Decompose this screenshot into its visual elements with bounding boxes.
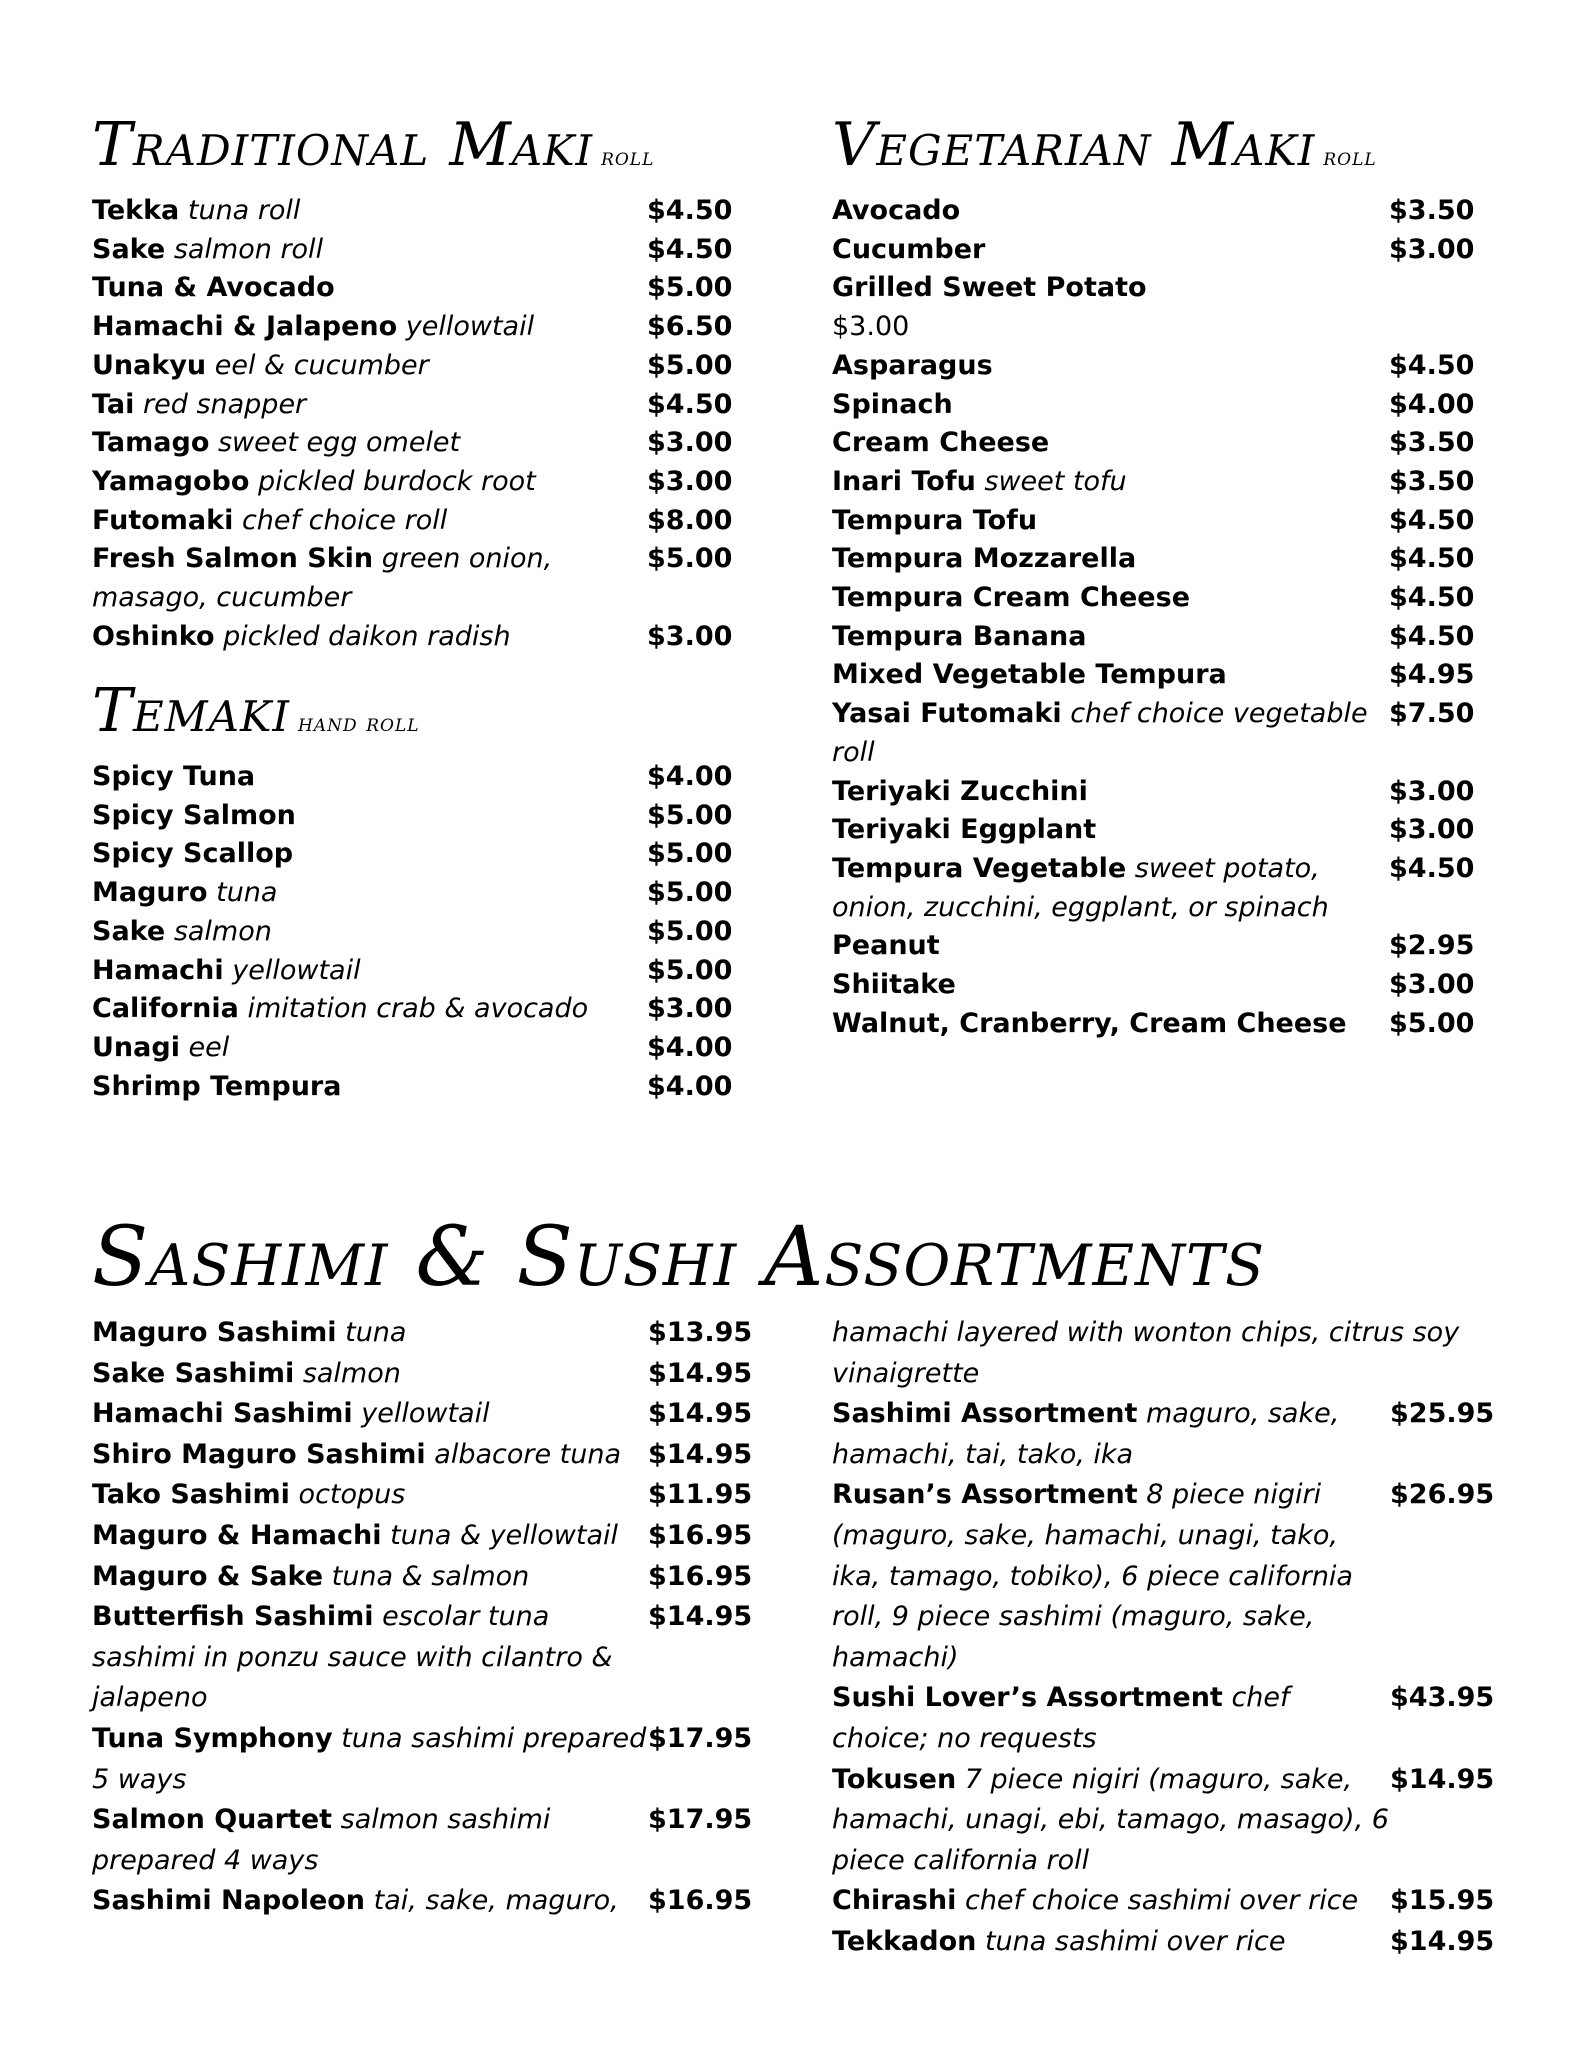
menu-item-text [832, 192, 1389, 231]
menu-item-text [92, 952, 647, 991]
menu-item-text [92, 1313, 648, 1354]
menu-item-text [832, 656, 1389, 695]
menu-item-price: $3.50 [1389, 195, 1475, 226]
menu-item-name: Tempura Banana [832, 620, 1087, 652]
menu-item-description: yellowtail [361, 1398, 490, 1430]
menu-item-price: $14.95 [648, 1601, 753, 1633]
menu-item-description: eel & cucumber [214, 349, 429, 381]
menu-item-name: Futomaki [92, 504, 234, 536]
menu-item-price: $5.00 [647, 543, 733, 575]
menu-item-price: $7.50 [1389, 698, 1475, 730]
menu-item-name: Asparagus [832, 349, 993, 381]
menu-item-price: $26.95 [1390, 1479, 1495, 1511]
menu-item [832, 424, 1475, 463]
menu-item-description: sweet egg omelet [217, 427, 461, 459]
menu-item [92, 1881, 753, 1922]
menu-item-text [832, 1475, 1390, 1678]
menu-item-name: Fresh Salmon Skin [92, 543, 374, 575]
temaki-subtitle: hand roll [297, 709, 420, 737]
menu-item-text [832, 1005, 1389, 1044]
menu-item-text [92, 758, 647, 797]
menu-item [92, 1435, 753, 1476]
menu-item [92, 1394, 753, 1435]
menu-item-price: $14.95 [1390, 1763, 1495, 1795]
menu-item-price: $4.50 [1389, 620, 1475, 652]
menu-item-text [832, 386, 1389, 425]
menu-item-description: chef choice vegetable roll [832, 698, 1368, 768]
menu-item-description: tuna roll [187, 195, 301, 226]
menu-item-text [832, 502, 1389, 541]
menu-item-text [92, 1068, 647, 1107]
menu-item-text [92, 1719, 648, 1800]
menu-item-text [832, 1760, 1390, 1882]
menu-item-name: Grilled Sweet Potato [832, 272, 1147, 304]
menu-item-name: Tuna Symphony [92, 1722, 333, 1754]
menu-item [832, 192, 1475, 231]
menu-item-name: Cucumber [832, 233, 986, 265]
menu-item-description: tuna [216, 877, 278, 909]
menu-item [92, 1068, 733, 1107]
menu-item [92, 386, 733, 425]
menu-item-name: Tako Sashimi [92, 1479, 290, 1511]
menu-item [832, 386, 1475, 425]
menu-item-text [92, 1881, 648, 1922]
menu-item-description: pickled daikon radish [223, 620, 511, 652]
menu-item-description: salmon roll [173, 233, 324, 265]
menu-item-description: 7 piece nigiri (maguro, sake, hamachi, unagi, ebi, tamago, masago), 6 piece california roll [832, 1763, 1389, 1876]
menu-item-description: chef choice sashimi over rice [964, 1885, 1359, 1917]
menu-item-description: yellowtail [232, 954, 361, 986]
menu-item-price: $3.00 [1389, 775, 1475, 807]
menu-item-name: Maguro & Hamachi [92, 1519, 382, 1551]
menu-item [92, 1516, 753, 1557]
menu-item-name: Tempura Vegetable [832, 852, 1127, 884]
menu-item-price: $5.00 [647, 799, 733, 831]
menu-item [832, 269, 1464, 308]
menu-item-price: $3.00 [1389, 814, 1475, 846]
menu-item-name: Tempura Mozzarella [832, 543, 1137, 575]
vegetarian-maki-subtitle: roll [1323, 143, 1377, 171]
menu-item-text [832, 540, 1389, 579]
menu-item-name: Walnut, Cranberry, Cream Cheese [832, 1007, 1347, 1039]
menu-item-price: $25.95 [1390, 1398, 1495, 1430]
menu-item [832, 231, 1475, 270]
menu-item [92, 540, 733, 617]
menu-item-price: $11.95 [648, 1479, 753, 1511]
menu-item-name: Maguro Sashimi [92, 1317, 337, 1348]
menu-item [832, 1678, 1495, 1759]
menu-item-name: Maguro & Sake [92, 1560, 324, 1592]
menu-item [92, 952, 733, 991]
menu-item-text [832, 347, 1389, 386]
menu-item-text [832, 1394, 1390, 1475]
menu-item-price: $5.00 [647, 838, 733, 870]
menu-item-description: tuna & yellowtail [390, 1519, 618, 1551]
menu-item-price: $3.00 [647, 465, 733, 497]
menu-item [92, 308, 733, 347]
menu-item [92, 990, 733, 1029]
menu-item-price: $2.95 [1389, 930, 1475, 962]
menu-item-text [832, 579, 1389, 618]
menu-item-name: California [92, 993, 239, 1025]
menu-item-description: 8 piece nigiri (maguro, sake, hamachi, unagi, tako, ika, tamago, tobiko), 6 piece california roll, 9 piece sashimi (maguro, sake, hamachi) [832, 1479, 1353, 1673]
menu-item-text [832, 308, 1389, 347]
menu-item-price: $3.00 [1389, 969, 1475, 1001]
menu-item-description: eel [188, 1031, 230, 1063]
menu-item-name: Tuna & Avocado [92, 272, 335, 304]
sashimi-right-column [832, 1313, 1495, 1963]
menu-item [92, 835, 733, 874]
menu-item-price: $4.00 [647, 1070, 733, 1102]
menu-item [832, 1394, 1495, 1475]
menu-item-text [832, 811, 1389, 850]
menu-item-price: $4.50 [1389, 543, 1475, 575]
menu-item-price: $3.00 [647, 993, 733, 1025]
menu-item-text [92, 1516, 648, 1557]
menu-item [92, 347, 733, 386]
menu-item-name: Spicy Scallop [92, 838, 294, 870]
menu-item-name: Sushi Lover’s Assortment [832, 1682, 1223, 1714]
menu-item-name: $3.00 [832, 311, 910, 343]
menu-item-text [832, 424, 1389, 463]
menu-item-description: tuna [345, 1317, 407, 1348]
traditional-maki-subtitle: roll [601, 143, 655, 171]
menu-item-text [92, 1475, 648, 1516]
vegetarian-maki-heading [832, 110, 1377, 180]
menu-item [92, 874, 733, 913]
menu-item-text [832, 850, 1389, 927]
menu-item-description: tuna & salmon [331, 1560, 530, 1592]
menu-item-name: Oshinko [92, 620, 215, 652]
menu-item-text [832, 269, 1389, 308]
menu-item-name: Peanut [832, 930, 940, 962]
menu-item-text [92, 269, 647, 308]
menu-item-description: red snapper [143, 388, 307, 420]
menu-item [92, 1313, 753, 1354]
menu-item-price: $6.50 [647, 311, 733, 343]
menu-item-text [92, 913, 647, 952]
traditional-maki-heading [92, 110, 654, 180]
vegetarian-maki-list [832, 192, 1475, 1043]
menu-item [832, 695, 1475, 772]
menu-item-name: Cream Cheese [832, 427, 1050, 459]
menu-item [92, 1597, 753, 1719]
menu-item-name: Unakyu [92, 349, 207, 381]
sashimi-heading [92, 1210, 1265, 1305]
menu-item-price: $5.00 [1389, 1007, 1475, 1039]
vegetarian-maki-title: Vegetarian Maki [832, 110, 1316, 180]
menu-item-text [92, 386, 647, 425]
menu-item-price: $16.95 [648, 1885, 753, 1917]
menu-item-text [92, 874, 647, 913]
menu-item-description: tai, sake, maguro, [373, 1885, 619, 1917]
menu-item-name: Sake Sashimi [92, 1357, 295, 1389]
menu-item [832, 1005, 1475, 1044]
menu-item-description: salmon sashimi prepared 4 ways [92, 1804, 551, 1876]
menu-item-price: $4.50 [1389, 349, 1475, 381]
traditional-maki-title: Traditional Maki [92, 110, 594, 180]
menu-item-name: Hamachi [92, 954, 224, 986]
menu-item-text [92, 347, 647, 386]
menu-item-text [832, 1678, 1390, 1759]
menu-item [832, 966, 1475, 1005]
menu-item-price: $4.50 [647, 195, 733, 226]
menu-item-price: $43.95 [1390, 1682, 1495, 1714]
menu-item-price: $4.00 [647, 761, 733, 792]
sashimi-left-list [92, 1313, 753, 1922]
menu-item-description: chef choice; no requests [832, 1682, 1290, 1754]
menu-item-price: $5.00 [647, 877, 733, 909]
menu-item-text [92, 835, 647, 874]
menu-item-price: $5.00 [647, 954, 733, 986]
menu-item [92, 1557, 753, 1598]
menu-item-price: $5.00 [647, 915, 733, 947]
menu-item [92, 758, 733, 797]
menu-item-description: imitation crab & avocado [247, 993, 589, 1025]
menu-item-name: Rusan’s Assortment [832, 1479, 1138, 1511]
menu-item [832, 773, 1475, 812]
menu-item-price: $3.00 [1389, 233, 1475, 265]
menu-item-text [832, 1922, 1390, 1963]
menu-item-description: salmon [302, 1357, 401, 1389]
temaki-list [92, 758, 733, 1106]
menu-item-name: Inari Tofu [832, 465, 976, 497]
menu-item-text [832, 1881, 1390, 1922]
menu-item [92, 1719, 753, 1800]
menu-item [92, 192, 733, 231]
menu-item [832, 618, 1475, 657]
menu-item-description: albacore tuna [434, 1438, 622, 1470]
menu-item [92, 1475, 753, 1516]
menu-item [832, 579, 1475, 618]
menu-item [832, 347, 1475, 386]
menu-item [92, 463, 733, 502]
menu-item-name: Sake [92, 915, 166, 947]
menu-item-name: Shrimp Tempura [92, 1070, 342, 1102]
menu-item-text [92, 618, 647, 657]
menu-item-name: Shiitake [832, 969, 956, 1001]
menu-item-name: Butterfish Sashimi [92, 1601, 374, 1633]
menu-item-price: $3.00 [647, 620, 733, 652]
menu-item-name: Mixed Vegetable Tempura [832, 659, 1227, 691]
menu-item-description: salmon [173, 915, 272, 947]
sashimi-title: Sashimi & Sushi Assortments [92, 1210, 1266, 1305]
menu-item-description: green onion, masago, cucumber [92, 543, 553, 614]
menu-item [832, 463, 1475, 502]
menu-item-price: $8.00 [647, 504, 733, 536]
menu-item-text [92, 463, 647, 502]
menu-item [832, 850, 1475, 927]
menu-item-price: $3.50 [1389, 427, 1475, 459]
menu-item-text [92, 308, 647, 347]
menu-item-name: Tai [92, 388, 135, 420]
menu-item-description: tuna sashimi over rice [984, 1925, 1286, 1957]
menu-item-description: sweet potato, onion, zucchini, eggplant, or spinach [832, 852, 1329, 923]
menu-item-name: Hamachi & Jalapeno [92, 311, 398, 343]
menu-item [832, 1760, 1495, 1882]
menu-item-text [832, 927, 1389, 966]
menu-item-price: $4.50 [1389, 504, 1475, 536]
menu-item-price: $4.95 [1389, 659, 1475, 691]
menu-item [92, 913, 733, 952]
menu-item-price: $16.95 [648, 1560, 753, 1592]
menu-item-text [92, 192, 647, 231]
menu-item-price: $4.50 [1389, 852, 1475, 884]
menu-item-name: Yasai Futomaki [832, 698, 1062, 730]
menu-item-description: escolar tuna sashimi in ponzu sauce with cilantro & jalapeno [92, 1601, 613, 1714]
menu-item-name: Sashimi Assortment [832, 1398, 1138, 1430]
menu-item [832, 308, 1464, 347]
menu-item-text [832, 966, 1389, 1005]
menu-item-price: $14.95 [1390, 1925, 1495, 1957]
traditional-maki-list [92, 192, 733, 656]
sashimi-right-list [832, 1394, 1495, 1962]
menu-item-name: Shiro Maguro Sashimi [92, 1438, 426, 1470]
menu-item-price: $4.50 [647, 388, 733, 420]
menu-item-description: maguro, sake, hamachi, tai, tako, ika [832, 1398, 1340, 1470]
menu-item-description: yellowtail [405, 311, 535, 343]
menu-item-name: Unagi [92, 1031, 180, 1063]
menu-item-price: $4.00 [647, 1031, 733, 1063]
menu-item-text [92, 797, 647, 836]
menu-item-price: $4.00 [1389, 388, 1475, 420]
menu-item [92, 502, 733, 541]
menu-item [832, 656, 1475, 695]
menu-item-price: $14.95 [648, 1398, 753, 1430]
menu-item-text [832, 773, 1389, 812]
menu-item [832, 1881, 1495, 1922]
menu-item-price: $5.00 [647, 272, 733, 304]
menu-item-price: $17.95 [648, 1804, 753, 1836]
menu-item-price: $15.95 [1390, 1885, 1495, 1917]
menu-item-name: Spinach [832, 388, 953, 420]
menu-item [92, 1029, 733, 1068]
menu-item-text [92, 231, 647, 270]
menu-item [92, 231, 733, 270]
napoleon-continuation: hamachi layered with wonton chips, citrus soy vinaigrette [832, 1317, 1460, 1389]
menu-item-text [92, 1394, 648, 1435]
menu-item-name: Chirashi [832, 1885, 957, 1917]
menu-item [832, 540, 1475, 579]
temaki-heading [92, 676, 420, 746]
menu-item-name: Tekka [92, 195, 180, 226]
menu-item-name: Tokusen [832, 1763, 957, 1795]
menu-item-name: Tempura Tofu [832, 504, 1038, 536]
menu-item-text [92, 1354, 648, 1395]
menu-item [92, 1354, 753, 1395]
menu-item-name: Avocado [832, 195, 961, 226]
menu-item [832, 502, 1475, 541]
menu-item-price: $4.50 [647, 233, 733, 265]
menu-item-description: tuna sashimi prepared 5 ways [92, 1722, 647, 1795]
menu-item-price: $3.00 [647, 427, 733, 459]
menu-item-text [92, 1557, 648, 1598]
menu-item [92, 424, 733, 463]
menu-item-name: Sashimi Napoleon [92, 1885, 366, 1917]
menu-item-text [92, 1435, 648, 1476]
menu-item [92, 269, 733, 308]
menu-item-name: Maguro [92, 877, 208, 909]
menu-item-text [92, 1029, 647, 1068]
menu-item-price: $14.95 [648, 1438, 753, 1470]
menu-item-name: Teriyaki Eggplant [832, 814, 1097, 846]
menu-item-name: Salmon Quartet [92, 1804, 333, 1836]
menu-item-name: Teriyaki Zucchini [832, 775, 1088, 807]
menu-item-name: Spicy Salmon [92, 799, 296, 831]
menu-item-text [92, 424, 647, 463]
menu-item-price: $4.50 [1389, 582, 1475, 614]
menu-item [92, 618, 733, 657]
menu-item-name: Tamago [92, 427, 210, 459]
menu-item [832, 1475, 1495, 1678]
temaki-title: Temaki [92, 676, 290, 746]
menu-item-name: Tekkadon [832, 1925, 977, 1957]
menu-item-text [832, 618, 1389, 657]
menu-item [832, 927, 1475, 966]
menu-item-text [832, 695, 1389, 772]
menu-item-name: Yamagobo [92, 465, 250, 497]
menu-item [832, 1922, 1495, 1963]
menu-item-name: Spicy Tuna [92, 761, 256, 792]
menu-item-price: $13.95 [648, 1317, 753, 1348]
menu-item-text [832, 231, 1389, 270]
menu-item-text [92, 1597, 648, 1719]
menu-item [832, 811, 1475, 850]
menu-item-price: $14.95 [648, 1357, 753, 1389]
menu-item-name: Hamachi Sashimi [92, 1398, 353, 1430]
menu-item-text [92, 1800, 648, 1881]
menu-item-description: sweet tofu [984, 465, 1127, 497]
menu-item-price: $16.95 [648, 1519, 753, 1551]
menu-item-description: pickled burdock root [258, 465, 536, 497]
menu-item-description: chef choice roll [241, 504, 448, 536]
menu-item-price: $5.00 [647, 349, 733, 381]
menu-item-text [92, 502, 647, 541]
menu-item-text [92, 540, 647, 617]
menu-item-name: Tempura Cream Cheese [832, 582, 1191, 614]
menu-item-description: octopus [298, 1479, 406, 1511]
menu-item-price: $17.95 [648, 1722, 753, 1754]
menu-item [92, 1800, 753, 1881]
menu-item [92, 797, 733, 836]
menu-item-text [832, 463, 1389, 502]
menu-item-text [92, 990, 647, 1029]
menu-item-price: $3.50 [1389, 465, 1475, 497]
menu-item-name: Sake [92, 233, 166, 265]
